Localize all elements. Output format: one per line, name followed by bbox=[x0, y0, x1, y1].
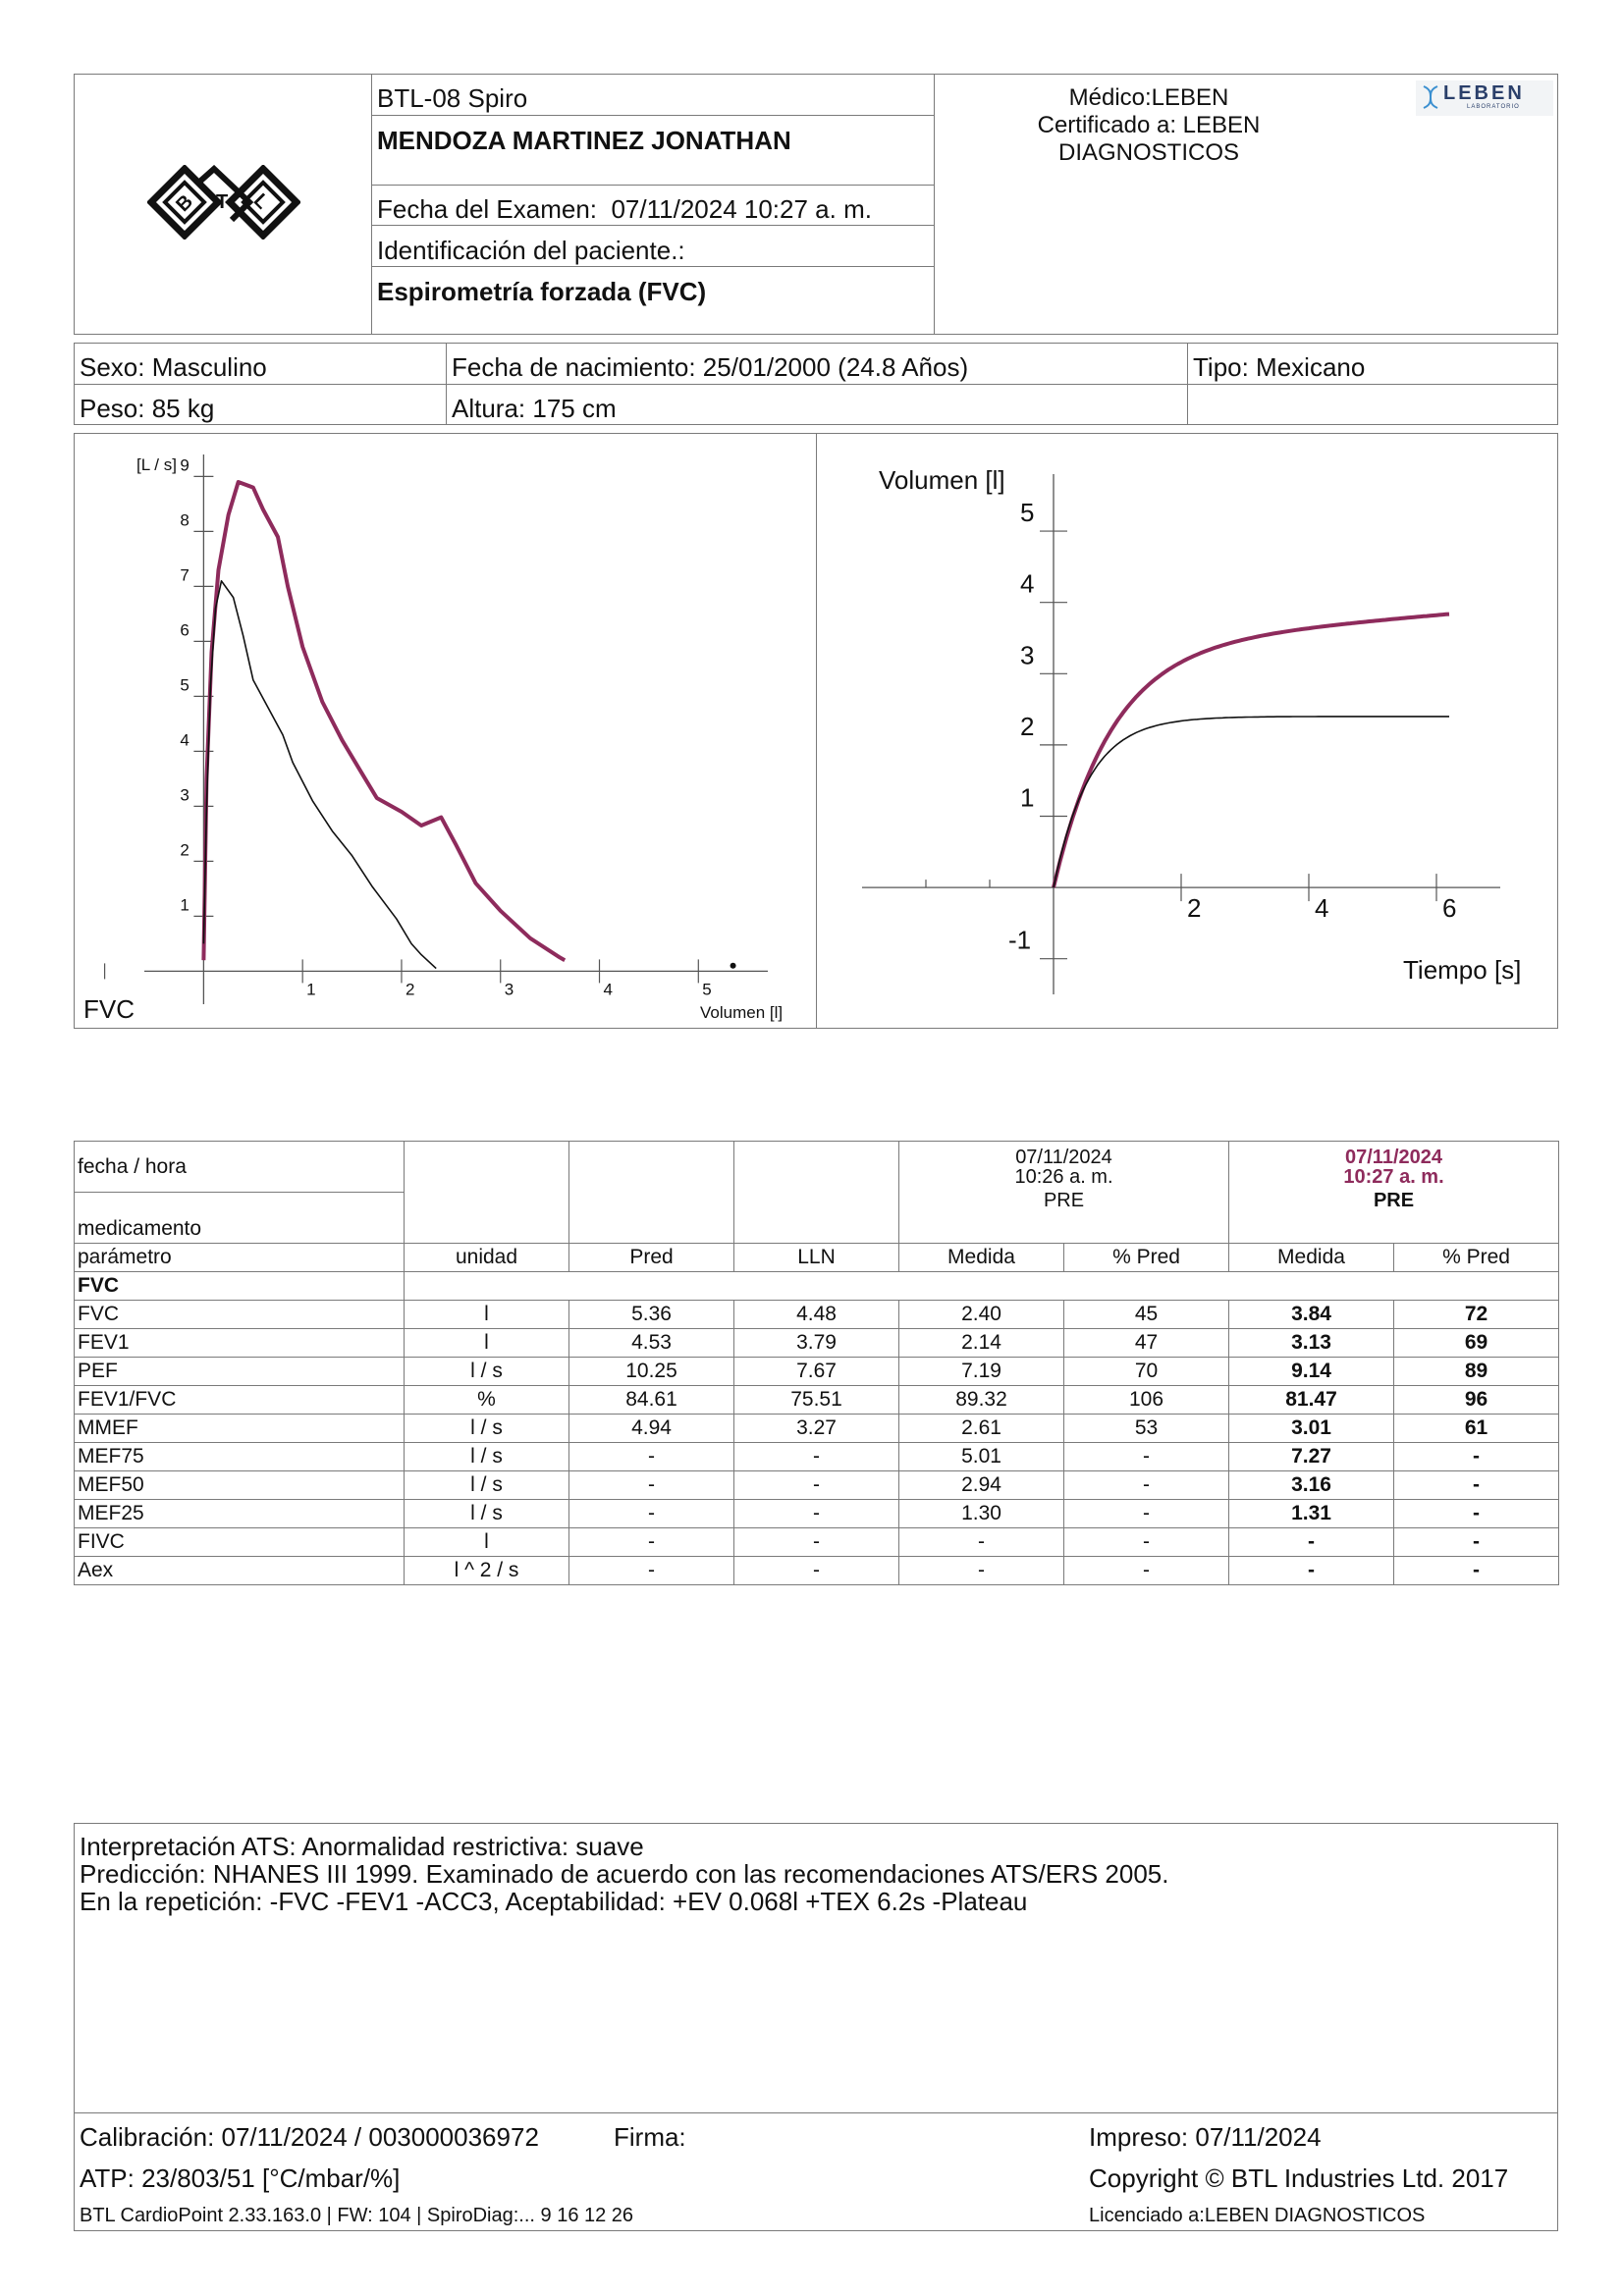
fv-x-tick-label: 3 bbox=[504, 980, 514, 999]
cell-lln: 7.67 bbox=[734, 1358, 899, 1386]
vt-x-tick-label: 6 bbox=[1442, 893, 1457, 924]
signature-label: Firma: bbox=[614, 2122, 686, 2152]
cell-pct-1: 70 bbox=[1064, 1358, 1229, 1386]
cell-pct-1: 106 bbox=[1064, 1386, 1229, 1415]
cell-measured-1: 2.94 bbox=[899, 1471, 1064, 1500]
cell-pred: 4.94 bbox=[569, 1415, 734, 1443]
col-medida-2: Medida bbox=[1229, 1244, 1394, 1272]
cell-pct-2: 61 bbox=[1394, 1415, 1559, 1443]
cell-unit: l / s bbox=[405, 1471, 569, 1500]
section-row bbox=[75, 1272, 1559, 1301]
table-row bbox=[75, 1329, 1559, 1358]
cell-pct-1: 47 bbox=[1064, 1329, 1229, 1358]
vt-series-trial-1 bbox=[1054, 717, 1449, 887]
trial1-time: 10:26 a. m. bbox=[1014, 1166, 1113, 1188]
cell-unit: l / s bbox=[405, 1443, 569, 1471]
cell-pct-2: - bbox=[1394, 1557, 1559, 1585]
cell-measured-1: 2.14 bbox=[899, 1329, 1064, 1358]
cell-measured-2: 7.27 bbox=[1229, 1443, 1394, 1471]
cell-pct-1: - bbox=[1064, 1471, 1229, 1500]
cell-measured-2: 1.31 bbox=[1229, 1500, 1394, 1528]
cell-measured-2: 81.47 bbox=[1229, 1386, 1394, 1415]
vt-y-tick-label: 3 bbox=[1020, 640, 1035, 670]
device-name: BTL-08 Spiro bbox=[377, 83, 528, 113]
cell-lln: - bbox=[734, 1471, 899, 1500]
cell-pct-2: 89 bbox=[1394, 1358, 1559, 1386]
cell-param: MEF75 bbox=[75, 1443, 405, 1471]
col-pred: Pred bbox=[569, 1244, 734, 1272]
cell-pred: - bbox=[569, 1443, 734, 1471]
leben-logo-sub: LABORATORIO bbox=[1467, 104, 1520, 110]
copyright: Copyright © BTL Industries Ltd. 2017 bbox=[1089, 2163, 1509, 2193]
cell-pred: - bbox=[569, 1471, 734, 1500]
trial1-header bbox=[899, 1142, 1229, 1244]
cell-param: MEF50 bbox=[75, 1471, 405, 1500]
hdr-medicamento: medicamento bbox=[75, 1193, 405, 1244]
cell-param: FEV1 bbox=[75, 1329, 405, 1358]
cell-pred: - bbox=[569, 1557, 734, 1585]
cell-unit: l ^ 2 / s bbox=[405, 1557, 569, 1585]
svg-text:B: B bbox=[172, 190, 198, 217]
cell-lln: - bbox=[734, 1443, 899, 1471]
cell-pct-2: - bbox=[1394, 1471, 1559, 1500]
cell-unit: l bbox=[405, 1329, 569, 1358]
fv-y-tick-label: 4 bbox=[180, 730, 189, 750]
flow-volume-xlabel: Volumen [l] bbox=[700, 1003, 784, 1022]
column-header-row bbox=[75, 1244, 1559, 1272]
cell-pct-2: 72 bbox=[1394, 1301, 1559, 1329]
software-info: BTL CardioPoint 2.33.163.0 | FW: 104 | SpiroDiag:... 9 16 12 26 bbox=[80, 2205, 634, 2226]
cell-pct-2: 96 bbox=[1394, 1386, 1559, 1415]
flow-volume-series bbox=[203, 482, 565, 969]
cell-measured-1: 89.32 bbox=[899, 1386, 1064, 1415]
cell-pred: 10.25 bbox=[569, 1358, 734, 1386]
trial1-date: 07/11/2024 bbox=[1015, 1147, 1112, 1168]
certified-line1: Certificado a: LEBEN bbox=[1037, 112, 1261, 138]
cell-measured-2: 3.16 bbox=[1229, 1471, 1394, 1500]
fv-series-trial-1 bbox=[203, 581, 436, 969]
doctor-name: Médico:LEBEN bbox=[1068, 84, 1229, 111]
cell-measured-1: 7.19 bbox=[899, 1358, 1064, 1386]
table-row bbox=[75, 1528, 1559, 1557]
cell-pred: - bbox=[569, 1500, 734, 1528]
doctor-block bbox=[972, 84, 1325, 167]
exam-date: Fecha del Examen: 07/11/2024 10:27 a. m. bbox=[377, 194, 872, 224]
patient-sex: Sexo: Masculino bbox=[80, 352, 267, 382]
col-lln: LLN bbox=[734, 1244, 899, 1272]
certified-line2: DIAGNOSTICOS bbox=[1057, 139, 1240, 166]
patient-weight: Peso: 85 kg bbox=[80, 394, 215, 423]
patient-name: MENDOZA MARTINEZ JONATHAN bbox=[377, 126, 791, 155]
svg-text:L: L bbox=[248, 189, 274, 214]
cell-measured-2: - bbox=[1229, 1557, 1394, 1585]
cell-measured-2: 3.84 bbox=[1229, 1301, 1394, 1329]
fv-x-tick-label: 1 bbox=[306, 980, 316, 999]
volume-time-xlabel: Tiempo [s] bbox=[1403, 955, 1522, 985]
cell-pct-2: 69 bbox=[1394, 1329, 1559, 1358]
fv-y-tick-label: 3 bbox=[180, 785, 189, 805]
cell-param: FIVC bbox=[75, 1528, 405, 1557]
trial2-header bbox=[1229, 1142, 1559, 1244]
vt-y-tick-label: 4 bbox=[1020, 568, 1035, 599]
cell-measured-2: 3.01 bbox=[1229, 1415, 1394, 1443]
fv-y-tick-label: 8 bbox=[180, 510, 189, 530]
fv-x-tick-label: 5 bbox=[702, 980, 712, 999]
table-row bbox=[75, 1358, 1559, 1386]
fv-y-tick-label: 5 bbox=[180, 675, 189, 695]
volume-time-ylabel: Volumen [l] bbox=[879, 465, 1005, 495]
cell-pct-1: - bbox=[1064, 1557, 1229, 1585]
col-parametro: parámetro bbox=[75, 1244, 405, 1272]
fv-y-tick-label: 7 bbox=[180, 565, 189, 585]
cell-param: FEV1/FVC bbox=[75, 1386, 405, 1415]
vt-y-tick-label: 2 bbox=[1020, 711, 1035, 741]
volume-time-axes bbox=[862, 474, 1500, 994]
col-pctpred-1: % Pred bbox=[1064, 1244, 1229, 1272]
atp: ATP: 23/803/51 [°C/mbar/%] bbox=[80, 2163, 401, 2193]
patient-type: Tipo: Mexicano bbox=[1193, 352, 1366, 382]
flow-volume-ylabel: [L / s] bbox=[136, 455, 177, 474]
patient-id-label: Identificación del paciente.: bbox=[377, 236, 685, 265]
fv-x-tick-label: 4 bbox=[603, 980, 613, 999]
vt-series-trial-2 bbox=[1054, 614, 1449, 888]
hdr-fecha: fecha / hora bbox=[75, 1142, 405, 1193]
cell-param: MMEF bbox=[75, 1415, 405, 1443]
trial2-date: 07/11/2024 bbox=[1345, 1147, 1442, 1168]
vt-x-tick-label: 2 bbox=[1187, 893, 1202, 924]
cell-lln: - bbox=[734, 1500, 899, 1528]
cell-pred: 4.53 bbox=[569, 1329, 734, 1358]
cell-lln: 3.79 bbox=[734, 1329, 899, 1358]
cell-lln: 4.48 bbox=[734, 1301, 899, 1329]
btl-logo bbox=[147, 165, 300, 240]
cell-measured-1: 2.40 bbox=[899, 1301, 1064, 1329]
cell-unit: l bbox=[405, 1301, 569, 1329]
table-row bbox=[75, 1386, 1559, 1415]
cell-unit: l / s bbox=[405, 1500, 569, 1528]
leben-dna-icon bbox=[1420, 84, 1441, 110]
cell-measured-1: 5.01 bbox=[899, 1443, 1064, 1471]
vt-y-tick-label: -1 bbox=[1008, 925, 1032, 955]
fv-marker-dot bbox=[730, 963, 736, 969]
cell-pct-1: - bbox=[1064, 1500, 1229, 1528]
fv-y-tick-label: 2 bbox=[180, 840, 189, 860]
cell-lln: - bbox=[734, 1528, 899, 1557]
cell-pct-1: 45 bbox=[1064, 1301, 1229, 1329]
cell-pct-1: - bbox=[1064, 1528, 1229, 1557]
cell-param: FVC bbox=[75, 1301, 405, 1329]
cell-pct-1: - bbox=[1064, 1443, 1229, 1471]
cell-lln: 3.27 bbox=[734, 1415, 899, 1443]
col-pctpred-2: % Pred bbox=[1394, 1244, 1559, 1272]
col-medida-1: Medida bbox=[899, 1244, 1064, 1272]
cell-param: MEF25 bbox=[75, 1500, 405, 1528]
volume-time-chart bbox=[818, 435, 1556, 1027]
patient-birth: Fecha de nacimiento: 25/01/2000 (24.8 Años) bbox=[452, 352, 969, 382]
cell-pct-2: - bbox=[1394, 1443, 1559, 1471]
vt-y-tick-label: 5 bbox=[1020, 498, 1035, 528]
vt-x-tick-label: 4 bbox=[1315, 893, 1329, 924]
cell-param: PEF bbox=[75, 1358, 405, 1386]
parameters-table bbox=[74, 1141, 1559, 1585]
leben-logo-text: LEBEN bbox=[1443, 82, 1525, 104]
fv-y-tick-label: 9 bbox=[180, 455, 189, 475]
table-row bbox=[75, 1471, 1559, 1500]
cell-measured-1: - bbox=[899, 1528, 1064, 1557]
cell-measured-2: 3.13 bbox=[1229, 1329, 1394, 1358]
table-row bbox=[75, 1415, 1559, 1443]
table-row bbox=[75, 1500, 1559, 1528]
fv-y-tick-label: 1 bbox=[180, 895, 189, 915]
cell-lln: - bbox=[734, 1557, 899, 1585]
cell-unit: l bbox=[405, 1528, 569, 1557]
interpretation-line-2: Predicción: NHANES III 1999. Examinado de acuerdo con las recomendaciones ATS/ERS 2005. bbox=[80, 1859, 1169, 1889]
table-row bbox=[75, 1557, 1559, 1585]
interpretation-line-3: En la repetición: -FVC -FEV1 -ACC3, Aceptabilidad: +EV 0.068l +TEX 6.2s -Plateau bbox=[80, 1887, 1028, 1916]
cell-unit: % bbox=[405, 1386, 569, 1415]
calibration: Calibración: 07/11/2024 / 003000036972 bbox=[80, 2122, 539, 2152]
vt-y-tick-label: 1 bbox=[1020, 782, 1035, 813]
cell-pct-2: - bbox=[1394, 1528, 1559, 1557]
interpretation-line-1: Interpretación ATS: Anormalidad restrictiva: suave bbox=[80, 1832, 644, 1861]
cell-measured-2: - bbox=[1229, 1528, 1394, 1557]
trial1-phase: PRE bbox=[1043, 1190, 1085, 1211]
volume-time-series bbox=[1054, 614, 1449, 888]
trial2-time: 10:27 a. m. bbox=[1343, 1166, 1444, 1188]
fv-series-trial-2 bbox=[203, 482, 565, 960]
leben-logo bbox=[1416, 80, 1553, 116]
svg-text:T: T bbox=[216, 191, 229, 213]
cell-unit: l / s bbox=[405, 1358, 569, 1386]
fv-y-tick-label: 6 bbox=[180, 620, 189, 640]
flow-volume-chart bbox=[76, 435, 814, 1027]
cell-pred: 5.36 bbox=[569, 1301, 734, 1329]
patient-height: Altura: 175 cm bbox=[452, 394, 617, 423]
table-row bbox=[75, 1301, 1559, 1329]
fv-x-tick-label: 2 bbox=[405, 980, 415, 999]
cell-pct-1: 53 bbox=[1064, 1415, 1229, 1443]
section-fvc: FVC bbox=[75, 1272, 405, 1301]
licensed: Licenciado a:LEBEN DIAGNOSTICOS bbox=[1089, 2205, 1426, 2226]
cell-pct-2: - bbox=[1394, 1500, 1559, 1528]
trial2-phase: PRE bbox=[1373, 1190, 1415, 1211]
cell-pred: - bbox=[569, 1528, 734, 1557]
cell-pred: 84.61 bbox=[569, 1386, 734, 1415]
flow-volume-title: FVC bbox=[83, 994, 135, 1024]
cell-measured-2: 9.14 bbox=[1229, 1358, 1394, 1386]
cell-measured-1: 2.61 bbox=[899, 1415, 1064, 1443]
test-type: Espirometría forzada (FVC) bbox=[377, 277, 707, 306]
printed-date: Impreso: 07/11/2024 bbox=[1089, 2122, 1322, 2152]
interpretation-text bbox=[80, 1833, 1168, 1915]
cell-param: Aex bbox=[75, 1557, 405, 1585]
cell-lln: 75.51 bbox=[734, 1386, 899, 1415]
col-unidad: unidad bbox=[405, 1244, 569, 1272]
cell-unit: l / s bbox=[405, 1415, 569, 1443]
cell-measured-1: - bbox=[899, 1557, 1064, 1585]
cell-measured-1: 1.30 bbox=[899, 1500, 1064, 1528]
table-row bbox=[75, 1443, 1559, 1471]
